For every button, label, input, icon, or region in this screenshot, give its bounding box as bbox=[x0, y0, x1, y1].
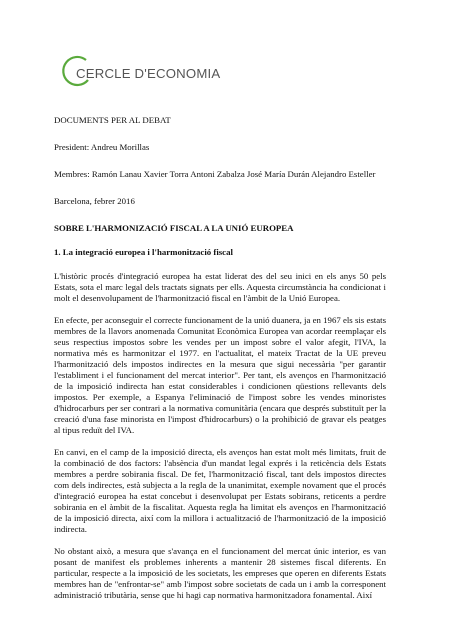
place-date: Barcelona, febrer 2016 bbox=[54, 196, 135, 206]
doc-label: DOCUMENTS PER AL DEBAT bbox=[54, 115, 171, 125]
paragraph-1: L'històric procés d'integració europea ha estat liderat des del seu inici en els anys 50 pels Estats, sota el marc legal dels tractats signats per ells. Aquesta circumstància ha condicionat i molt el desenvolupament de l'harmonització fiscal en l'àmbit de la Unió Europea. bbox=[54, 271, 386, 303]
members: Membres: Ramón Lanau Xavier Torra Antoni Zabalza José María Durán Alejandro Esteller bbox=[54, 169, 376, 179]
document-title: SOBRE L'HARMONIZACIÓ FISCAL A LA UNIÓ EUROPEA bbox=[54, 223, 294, 233]
paragraph-4: No obstant això, a mesura que s'avança en el funcionament del mercat únic interior, es van posant de manifest els problemes inherents a mantenir 28 sistemes fiscal diferents. En particular, respecte a la imposició de les societats, les empreses que operen en diferents Estats membres han de "enfrontar-se" amb l'impost sobre societats de cada un i amb la corresponent administració tributària, sense que hi hagi cap normativa harmonitzadora fonamental. Així bbox=[54, 546, 386, 600]
section-heading: 1. La integració europea i l'harmonització fiscal bbox=[54, 247, 233, 257]
document-body bbox=[54, 115, 394, 612]
president: President: Andreu Morillas bbox=[54, 142, 150, 152]
paragraph-3: En canvi, en el camp de la imposició directa, els avenços han estat molt més limitats, fruit de la combinació de dos factors: l'absència d'un mandat legal exprés i la reticència dels Estats membres a perdre sobirania fiscal. De fet, l'harmonització fiscal, tant dels impostos directes com dels indirectes, està subjecta a la regla de la unanimitat, exemple novament que el procés d'integració europea ha estat concebut i desenvolupat per Estats sobirans, reticents a perdre sobirania en el àmbit de la fiscalitat. Aquesta regla ha limitat els avenços en l'harmonització de la imposició directa, així com la millora i actualització de l'harmonització de la imposició indirecta. bbox=[54, 447, 386, 534]
logo bbox=[54, 52, 234, 92]
paragraph-2: En efecte, per aconseguir el correcte funcionament de la unió duanera, ja en 1967 els sis estats membres de la llavors anomenada Comunitat Econòmica Europea van acordar reemplaçar els seus respectius impostos sobre les vendes per un impost sobre el valor afegit, l'IVA, la normativa més es harmonitzar el 1977. en l'actualitat, el mateix Tractat de la UE preveu l'harmonització dels impostos indirectes en la mesura que sigui necessària "per garantir l'establiment i el funcionament del mercat interior". Per tant, els avenços en l'harmonització de la imposició indirecta han estat considerables i condicionen qüestions rellevants dels impostos. Per exemple, a Espanya l'eliminació de l'impost sobre les vendes minoristes d'hidrocarburs per ser contrari a la normativa comunitària (encara que després substituït per la creació d'una fase minorista en l'impost d'hidrocarburs) o la prohibició de gravar els peatges al tipus reduït del IVA. bbox=[54, 315, 386, 435]
logo-text: CERCLE D'ECONOMIA bbox=[76, 66, 221, 81]
